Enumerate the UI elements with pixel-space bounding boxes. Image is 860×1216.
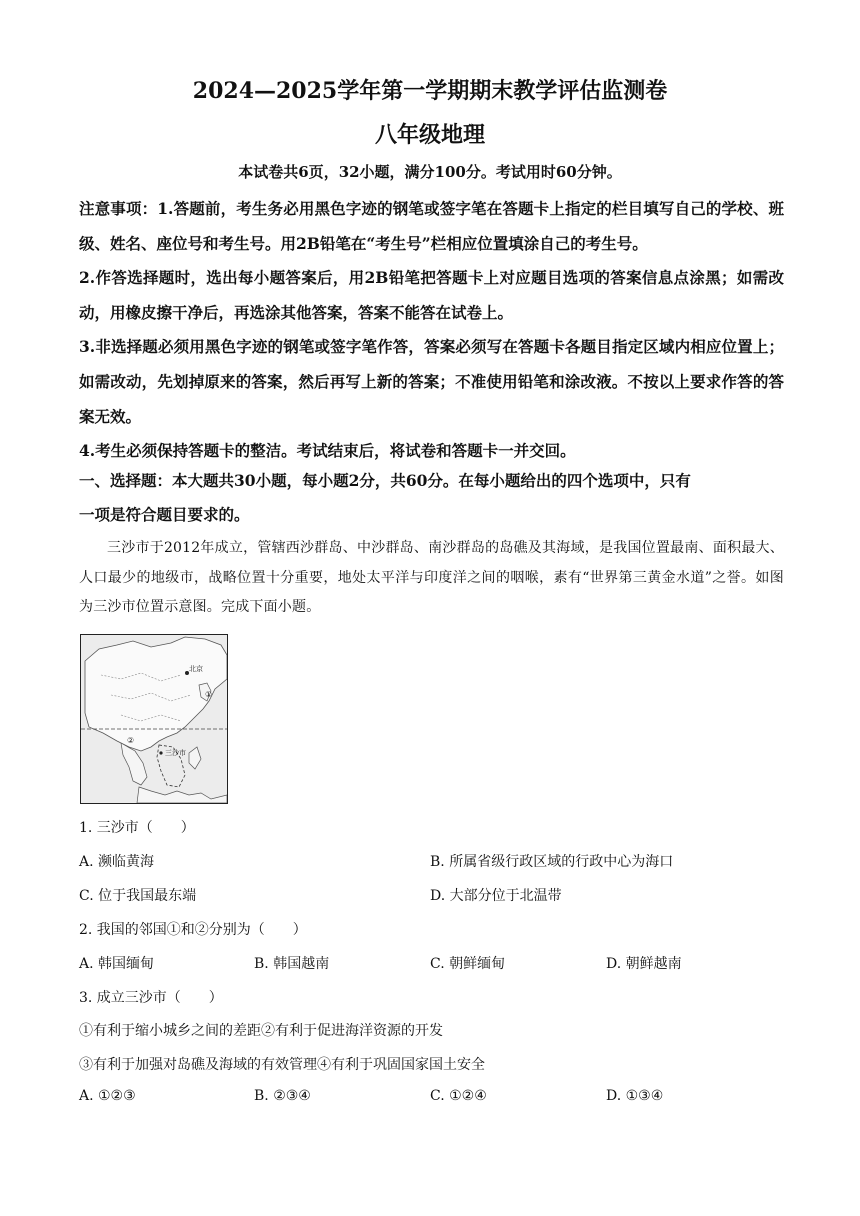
q3-option-d: D. ①③④ <box>606 1088 664 1104</box>
q1-option-b: B. 所属省级行政区域的行政中心为海口 <box>430 854 674 870</box>
section-line-2: 一项是符合题目要求的。 <box>79 505 250 524</box>
section-heading <box>79 464 784 532</box>
map-label-2: ② <box>127 736 135 745</box>
q3-option-c: C. ①②④ <box>430 1088 487 1104</box>
map-image <box>81 635 227 803</box>
question-1-stem: 1. 三沙市（ ） <box>79 820 195 836</box>
q3-statement-1: ①有利于缩小城乡之间的差距②有利于促进海洋资源的开发 <box>79 1023 443 1039</box>
q3-option-a: A. ①②③ <box>79 1088 136 1104</box>
q1-option-a: A. 濒临黄海 <box>79 854 155 870</box>
q2-option-a: A. 韩国缅甸 <box>79 956 155 972</box>
map-label-1: ① <box>205 690 213 699</box>
reading-material <box>79 534 784 623</box>
q2-option-b: B. 韩国越南 <box>254 956 330 972</box>
note-1: 注意事项：1.答题前，考生务必用黑色字迹的钢笔或签字笔在答题卡上指定的栏目填写自己的学校、班级、姓名、座位号和考生号。用2B铅笔在“考生号”栏相应位置填涂自己的考生号。 <box>79 199 784 253</box>
exam-subtitle: 八年级地理 <box>374 122 485 148</box>
question-3-stem: 3. 成立三沙市（ ） <box>79 990 223 1006</box>
q3-option-b: B. ②③④ <box>254 1088 311 1104</box>
q1-option-c: C. 位于我国最东端 <box>79 888 197 904</box>
note-3: 3.非选择题必须用黑色字迹的钢笔或签字笔作答，答案必须写在答题卡各题目指定区域内相应位置上；如需改动，先划掉原来的答案，然后再写上新的答案；不准使用铅笔和涂改液。不按以上要求作答的答案无效。 <box>79 337 784 426</box>
note-4: 4.考生必须保持答题卡的整洁。考试结束后，将试卷和答题卡一并交回。 <box>79 441 576 461</box>
map-label-beijing: 北京 <box>189 665 203 673</box>
exam-title: 2024—2025学年第一学期期末教学评估监测卷 <box>192 78 668 104</box>
q3-statement-2: ③有利于加强对岛礁及海域的有效管理④有利于巩固国家国土安全 <box>79 1057 485 1073</box>
question-2-stem: 2. 我国的邻国①和②分别为（ ） <box>79 922 307 938</box>
sansha-location-map <box>80 634 228 804</box>
exam-notes <box>79 192 784 469</box>
exam-info: 本试卷共6页，32小题，满分100分。考试用时60分钟。 <box>238 163 622 181</box>
q2-option-d: D. 朝鲜越南 <box>606 956 682 972</box>
material-text: 三沙市于2012年成立，管辖西沙群岛、中沙群岛、南沙群岛的岛礁及其海域，是我国位置最南、面积最大、人口最少的地级市，战略位置十分重要，地处太平洋与印度洋之间的咽喉，素有“世界第三黄金水道”之誉。如图为三沙市位置示意图。完成下面小题。 <box>79 540 784 615</box>
section-line-1: 一、选择题：本大题共30小题，每小题2分，共60分。在每小题给出的四个选项中，只有 <box>79 471 691 490</box>
note-2: 2.作答选择题时，选出每小题答案后，用2B铅笔把答题卡上对应题目选项的答案信息点涂黑；如需改动，用橡皮擦干净后，再选涂其他答案，答案不能答在试卷上。 <box>79 268 784 322</box>
q2-option-c: C. 朝鲜缅甸 <box>430 956 506 972</box>
map-label-sansha: 三沙市 <box>165 749 186 757</box>
q1-option-d: D. 大部分位于北温带 <box>430 888 562 904</box>
